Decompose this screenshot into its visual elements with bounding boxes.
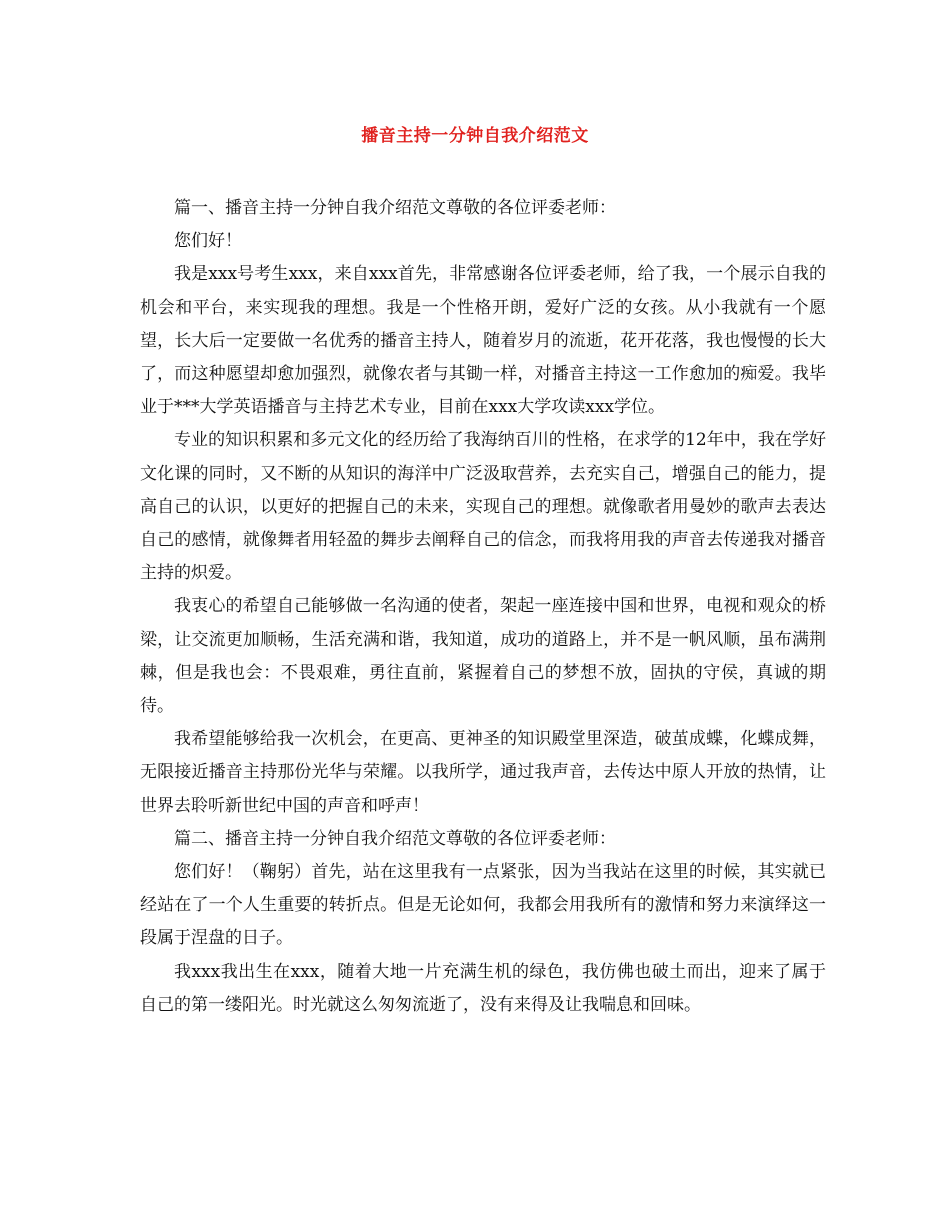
paragraph-introduction: 我是xxx号考生xxx，来自xxx首先，非常感谢各位评委老师，给了我，一个展示自我的机会和平台，来实现我的理想。我是一个性格开朗，爱好广泛的女孩。从小我就有一个愿望，长大后一定要做一名优秀的播音主持人，随着岁月的流逝，花开花落，我也慢慢的长大了，而这种愿望却愈加强烈，就像农者与其锄一样，对播音主持这一工作愈加的痴爱。我毕业于***大学英语播音与主持艺术专业，目前在xxx大学攻读xxx学位。: [140, 264, 826, 418]
paragraph-section-two-birth: 我xxx我出生在xxx，随着大地一片充满生机的绿色，我仿佛也破土而出，迎来了属于自己的第一缕阳光。时光就这么匆匆流逝了，没有来得及让我喘息和回味。: [140, 961, 826, 1015]
document-title: 播音主持一分钟自我介绍范文: [361, 126, 589, 146]
paragraph-section-one-heading: 篇一、播音主持一分钟自我介绍范文尊敬的各位评委老师：: [174, 198, 616, 218]
paragraph-section-two-heading: 篇二、播音主持一分钟自我介绍范文尊敬的各位评委老师：: [174, 828, 616, 849]
paragraph-closing: 我希望能够给我一次机会，在更高、更神圣的知识殿堂里深造，破茧成蝶，化蝶成舞，无限接近播音主持那份光华与荣耀。以我所学，通过我声音，去传达中原人开放的热情，让世界去聆听新世纪中国的声音和呼声！: [140, 729, 826, 816]
paragraph-education: 专业的知识积累和多元文化的经历给了我海纳百川的性格，在求学的12年中，我在学好文化课的同时，又不断的从知识的海洋中广泛汲取营养，去充实自己，增强自己的能力，提高自己的认识，以更好的把握自己的未来，实现自己的理想。就像歌者用曼妙的歌声去表达自己的感情，就像舞者用轻盈的舞步去阐释自己的信念，而我将用我的声音去传递我对播音主持的炽爱。: [140, 430, 826, 584]
paragraph-greeting: 您们好！: [174, 231, 242, 252]
paragraph-aspiration: 我衷心的希望自己能够做一名沟通的使者，架起一座连接中国和世界，电视和观众的桥梁，让交流更加顺畅，生活充满和谐，我知道，成功的道路上，并不是一帆风顺，虽布满荆棘，但是我也会：不畏艰难，勇往直前，紧握着自己的梦想不放，固执的守侯，真诚的期待。: [140, 596, 826, 717]
paragraph-section-two-greeting: 您们好！（鞠躬）首先，站在这里我有一点紧张，因为当我站在这里的时候，其实就已经站在了一个人生重要的转折点。但是无论如何，我都会用我所有的激情和努力来演绎这一段属于涅盘的日子。: [140, 862, 826, 949]
document-body: [140, 192, 826, 1022]
